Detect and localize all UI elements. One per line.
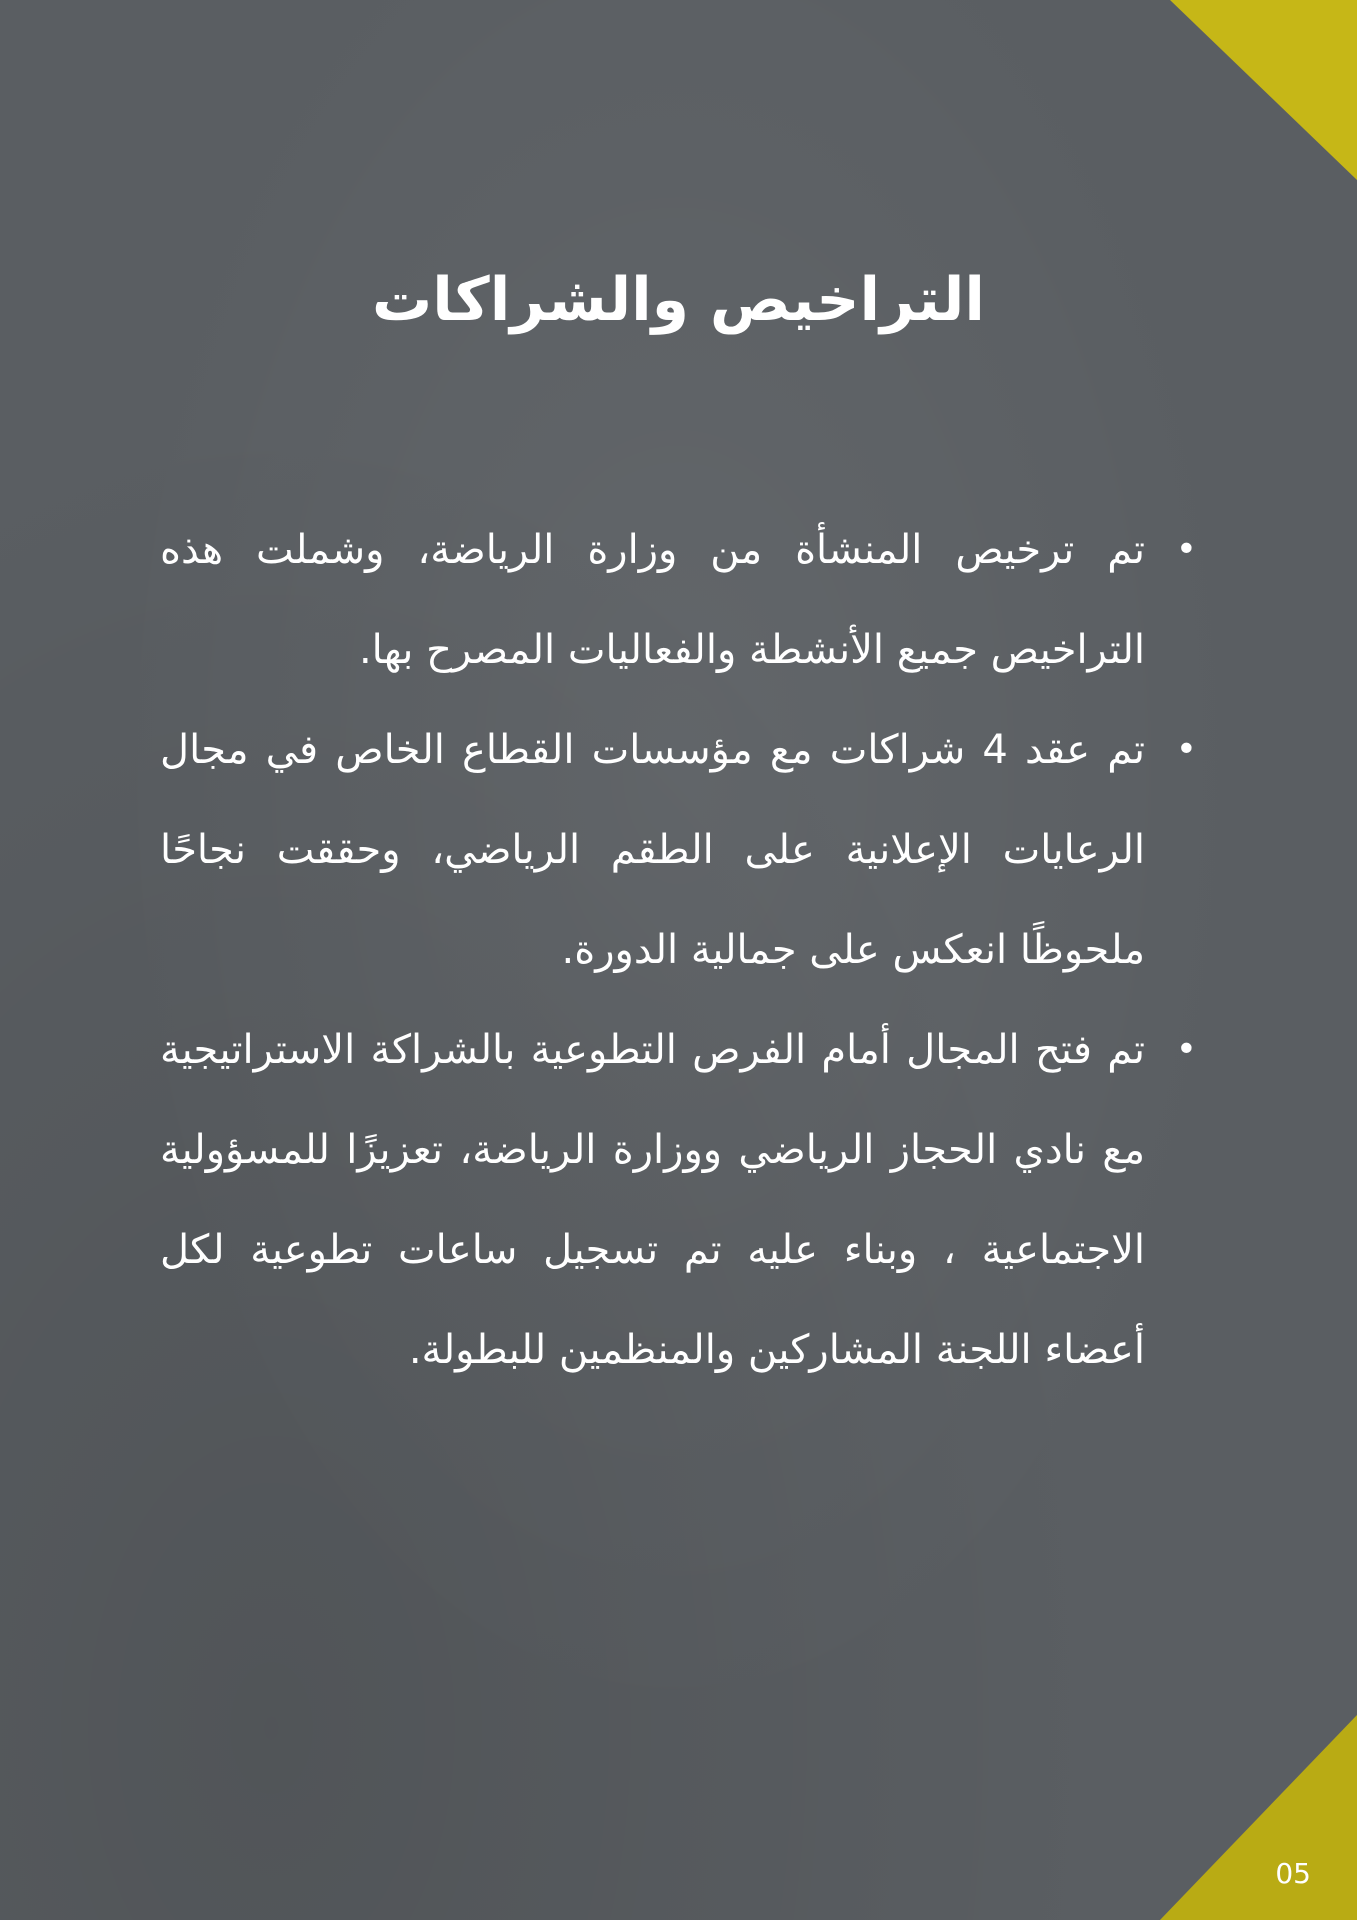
list-item-text: تم ترخيص المنشأة من وزارة الرياضة، وشملت هذه التراخيص جميع الأنشطة والفعاليات المصرح بها. (160, 527, 1145, 673)
bullet-icon: • (1175, 729, 1197, 770)
bullet-icon: • (1175, 529, 1197, 570)
list-item (160, 1000, 1197, 1400)
list-item (160, 500, 1197, 700)
page-number: 05 (1275, 1857, 1311, 1890)
bullet-icon: • (1175, 1029, 1197, 1070)
list-item (160, 700, 1197, 1000)
bullet-list (160, 500, 1197, 1400)
page-title: التراخيص والشراكات (371, 265, 985, 335)
list-item-text: تم فتح المجال أمام الفرص التطوعية بالشراكة الاستراتيجية مع نادي الحجاز الرياضي ووزارة الرياضة، تعزيزًا للمسؤولية الاجتماعية ، وبناء عليه تم تسجيل ساعات تطوعية لكل أعضاء اللجنة المشاركين والمنظمين للبطولة. (160, 1027, 1145, 1373)
list-item-text: تم عقد 4 شراكات مع مؤسسات القطاع الخاص في مجال الرعايات الإعلانية على الطقم الرياضي، وحققت نجاحًا ملحوظًا انعكس على جمالية الدورة. (160, 727, 1145, 973)
